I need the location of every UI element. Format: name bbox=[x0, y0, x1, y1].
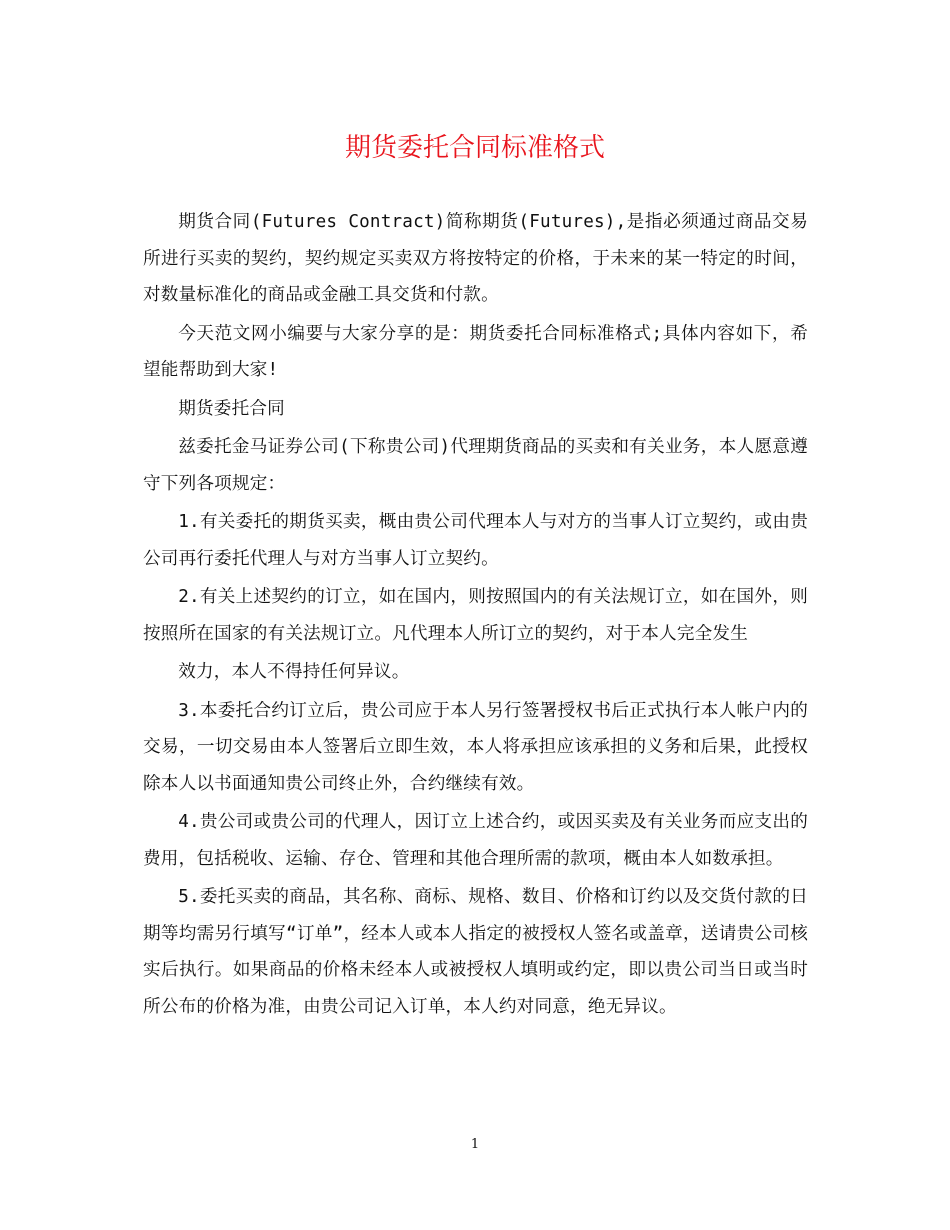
paragraph-clause-2: 2.有关上述契约的订立，如在国内，则按照国内的有关法规订立，如在国外，则按照所在国家的有关法规订立。凡代理本人所订立的契约，对于本人完全发生 bbox=[143, 587, 808, 644]
document-title: 期货委托合同标准格式 bbox=[344, 133, 605, 163]
document-body bbox=[143, 204, 808, 1027]
paragraph-clause-4: 4.贵公司或贵公司的代理人，因订立上述合约，或因买卖及有关业务而应支出的费用，包括税收、运输、存仓、管理和其他合理所需的款项，概由本人如数承担。 bbox=[143, 812, 808, 869]
paragraph-clause-1: 1.有关委托的期货买卖，概由贵公司代理本人与对方的当事人订立契约，或由贵公司再行委托代理人与对方当事人订立契约。 bbox=[143, 512, 808, 569]
paragraph-contract-heading: 期货委托合同 bbox=[178, 398, 285, 419]
paragraph-share: 今天范文网小编要与大家分享的是：期货委托合同标准格式;具体内容如下，希望能帮助到大家! bbox=[143, 323, 808, 380]
paragraph-intro: 期货合同(Futures Contract)简称期货(Futures),是指必须通过商品交易所进行买卖的契约，契约规定买卖双方将按特定的价格，于未来的某一特定的时间，对数量标准化的商品或金融工具交货和付款。 bbox=[143, 212, 808, 305]
paragraph-entrust: 兹委托金马证券公司(下称贵公司)代理期货商品的买卖和有关业务，本人愿意遵守下列各项规定： bbox=[143, 437, 808, 494]
page-number: 1 bbox=[470, 1137, 480, 1152]
paragraph-clause-5: 5.委托买卖的商品，其名称、商标、规格、数目、价格和订约以及交货付款的日期等均需另行填写“订单”，经本人或本人指定的被授权人签名或盖章，送请贵公司核实后执行。如果商品的价格未经本人或被授权人填明或约定，即以贵公司当日或当时所公布的价格为准，由贵公司记入订单，本人约对同意，绝无异议。 bbox=[143, 887, 808, 1017]
paragraph-clause-3: 3.本委托合约订立后，贵公司应于本人另行签署授权书后正式执行本人帐户内的交易，一切交易由本人签署后立即生效，本人将承担应该承担的义务和后果，此授权除本人以书面通知贵公司终止外，合约继续有效。 bbox=[143, 700, 808, 794]
paragraph-clause-2-cont: 效力，本人不得持任何异议。 bbox=[178, 662, 410, 682]
